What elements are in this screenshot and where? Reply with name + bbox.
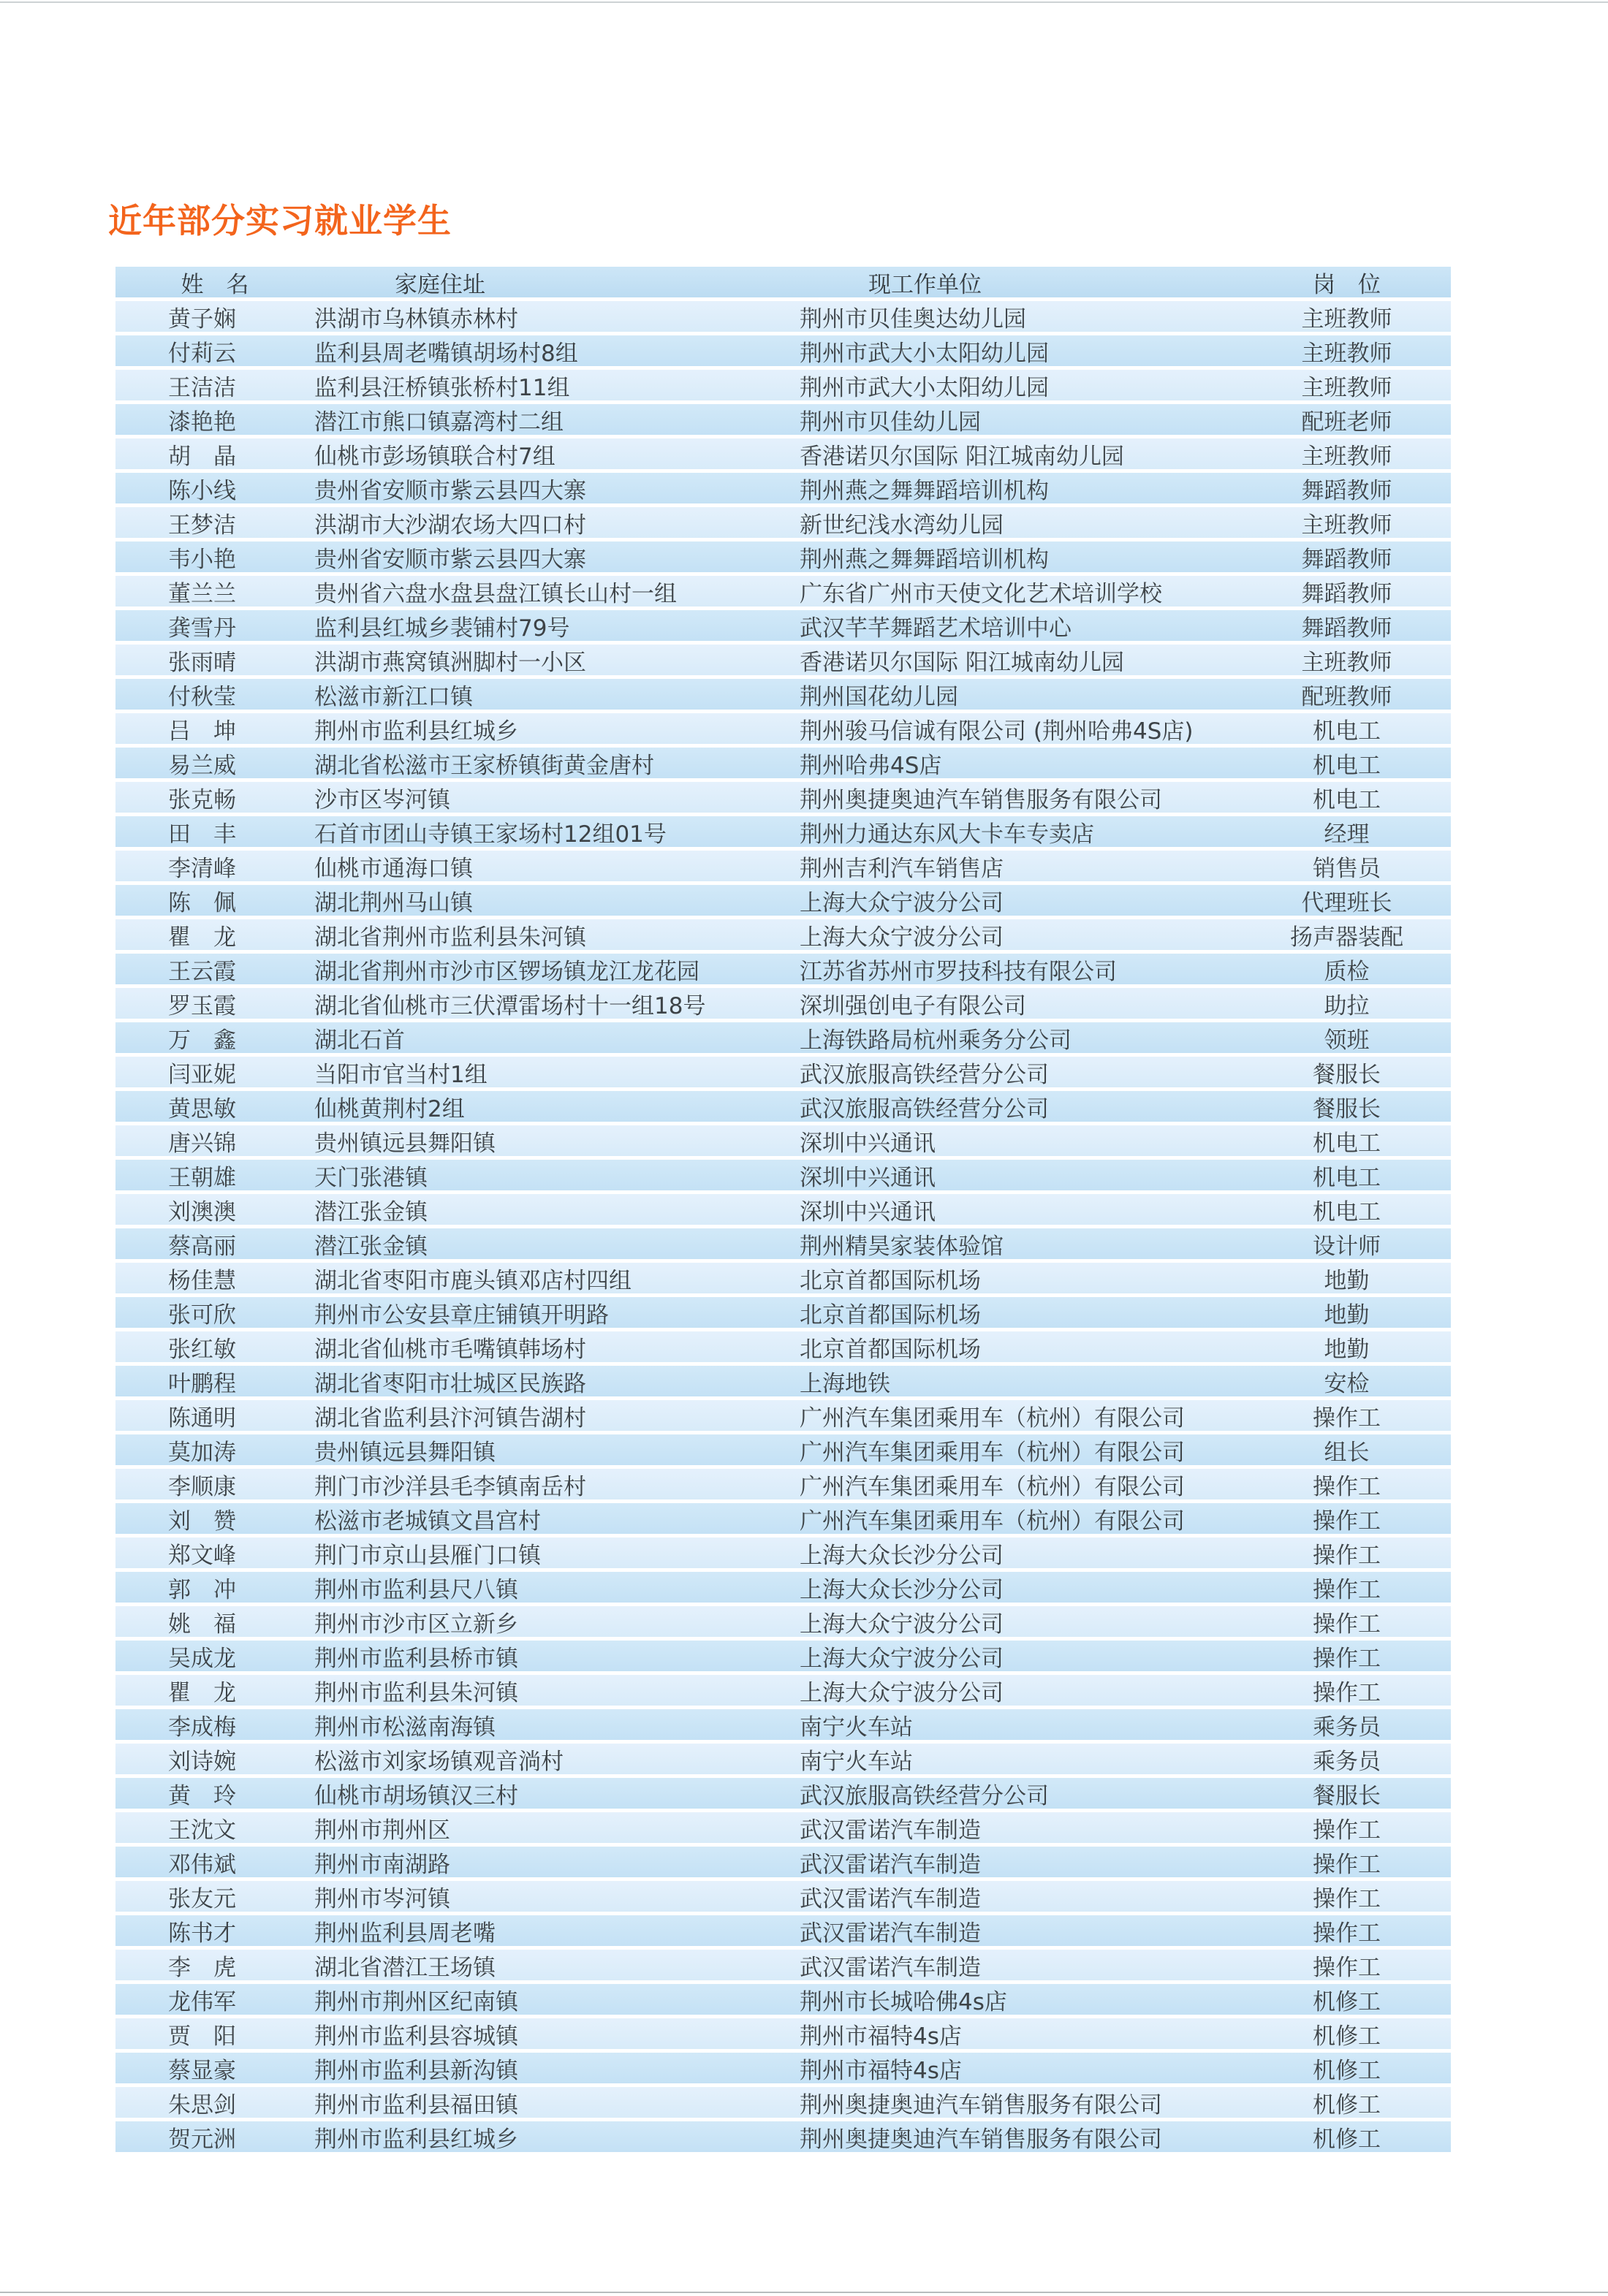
home-address-cell: 湖北荆州马山镇 bbox=[314, 889, 473, 916]
table-row bbox=[115, 679, 1451, 710]
position-cell: 扬声器装配 bbox=[1290, 924, 1403, 951]
position-cell: 组长 bbox=[1324, 1439, 1370, 1466]
position-cell: 机电工 bbox=[1313, 752, 1381, 779]
table-row bbox=[115, 1160, 1451, 1190]
table-row bbox=[115, 2087, 1451, 2118]
position-cell: 主班教师 bbox=[1301, 443, 1392, 470]
home-address-cell: 荆州市荆州区纪南镇 bbox=[314, 1988, 518, 2015]
current-employer-cell: 江苏省苏州市罗技科技有限公司 bbox=[800, 958, 1117, 985]
current-employer-cell: 南宁火车站 bbox=[800, 1748, 913, 1775]
home-address-cell: 湖北省仙桃市毛嘴镇韩场村 bbox=[314, 1336, 586, 1363]
position-cell: 主班教师 bbox=[1301, 649, 1392, 676]
home-address-cell: 仙桃市彭场镇联合村7组 bbox=[314, 443, 555, 470]
student-name-cell: 蔡显豪 bbox=[168, 2057, 236, 2084]
table-row bbox=[115, 1847, 1451, 1877]
position-cell: 机修工 bbox=[1313, 2057, 1381, 2084]
position-cell: 餐服长 bbox=[1313, 1095, 1381, 1122]
table-row bbox=[115, 1950, 1451, 1980]
home-address-cell: 监利县汪桥镇张桥村11组 bbox=[314, 374, 570, 401]
student-name-cell: 王梦洁 bbox=[168, 512, 236, 539]
position-cell: 销售员 bbox=[1313, 855, 1381, 882]
table-row bbox=[115, 1091, 1451, 1122]
position-cell: 机电工 bbox=[1313, 1164, 1381, 1191]
position-cell: 餐服长 bbox=[1313, 1061, 1381, 1088]
current-employer-cell: 荆州市贝佳幼儿园 bbox=[800, 408, 981, 436]
table-row bbox=[115, 610, 1451, 641]
position-cell: 配班教师 bbox=[1301, 683, 1392, 710]
current-employer-cell: 广州汽车集团乘用车（杭州）有限公司 bbox=[800, 1508, 1185, 1535]
current-employer-cell: 武汉旅服高铁经营分公司 bbox=[800, 1782, 1049, 1809]
table-row bbox=[115, 507, 1451, 538]
page-top-edge-line bbox=[0, 1, 1608, 3]
current-employer-cell: 武汉旅服高铁经营分公司 bbox=[800, 1095, 1049, 1122]
position-cell: 设计师 bbox=[1313, 1233, 1381, 1260]
position-cell: 机修工 bbox=[1313, 2126, 1381, 2153]
home-address-cell: 贵州省安顺市紫云县四大寨 bbox=[314, 546, 586, 573]
student-name-cell: 黄子娴 bbox=[168, 305, 236, 332]
position-cell: 地勤 bbox=[1324, 1267, 1370, 1294]
home-address-cell: 荆州市岑河镇 bbox=[314, 1885, 450, 1912]
current-employer-cell: 上海地铁 bbox=[800, 1370, 890, 1397]
current-employer-cell: 上海大众宁波分公司 bbox=[800, 1645, 1004, 1672]
position-cell: 操作工 bbox=[1313, 1404, 1381, 1432]
current-employer-cell: 武汉旅服高铁经营分公司 bbox=[800, 1061, 1049, 1088]
position-cell: 操作工 bbox=[1313, 1817, 1381, 1844]
home-address-cell: 湖北省仙桃市三伏潭雷场村十一组18号 bbox=[314, 992, 706, 1019]
table-row bbox=[115, 1881, 1451, 1912]
table-row bbox=[115, 1915, 1451, 1946]
home-address-cell: 荆州市荆州区 bbox=[314, 1817, 450, 1844]
current-employer-cell: 荆州力通达东风大卡车专卖店 bbox=[800, 821, 1094, 848]
home-address-cell: 荆州市公安县章庄铺镇开明路 bbox=[314, 1301, 609, 1328]
home-address-cell: 贵州镇远县舞阳镇 bbox=[314, 1439, 496, 1466]
student-name-cell: 吕 坤 bbox=[168, 718, 236, 745]
current-employer-cell: 荆州奥捷奥迪汽车销售服务有限公司 bbox=[800, 786, 1162, 813]
current-employer-cell: 武汉雷诺汽车制造 bbox=[800, 1817, 981, 1844]
student-name-cell: 王洁洁 bbox=[168, 374, 236, 401]
table-row bbox=[115, 1709, 1451, 1740]
student-name-cell: 王沈文 bbox=[168, 1817, 236, 1844]
home-address-cell: 荆门市京山县雁门口镇 bbox=[314, 1542, 541, 1569]
current-employer-cell: 上海铁路局杭州乘务分公司 bbox=[800, 1027, 1072, 1054]
student-name-cell: 黄 玲 bbox=[168, 1782, 236, 1809]
current-employer-cell: 广东省广州市天使文化艺术培训学校 bbox=[800, 580, 1162, 607]
student-name-cell: 陈书才 bbox=[168, 1920, 236, 1947]
current-employer-cell: 深圳强创电子有限公司 bbox=[800, 992, 1026, 1019]
home-address-cell: 湖北石首 bbox=[314, 1027, 405, 1054]
home-address-cell: 荆州市监利县容城镇 bbox=[314, 2023, 518, 2050]
home-address-cell: 荆州市监利县红城乡 bbox=[314, 2126, 518, 2153]
table-row bbox=[115, 1125, 1451, 1156]
table-row bbox=[115, 1194, 1451, 1225]
student-name-cell: 李 虎 bbox=[168, 1954, 236, 1981]
position-cell: 助拉 bbox=[1324, 992, 1370, 1019]
home-address-cell: 天门张港镇 bbox=[314, 1164, 428, 1191]
student-name-cell: 黄思敏 bbox=[168, 1095, 236, 1122]
student-name-cell: 田 丰 bbox=[168, 821, 236, 848]
position-cell: 机电工 bbox=[1313, 1198, 1381, 1225]
student-name-cell: 叶鹏程 bbox=[168, 1370, 236, 1397]
student-name-cell: 蔡高丽 bbox=[168, 1233, 236, 1260]
student-name-cell: 王云霞 bbox=[168, 958, 236, 985]
current-employer-cell: 荆州燕之舞舞蹈培训机构 bbox=[800, 546, 1049, 573]
table-row bbox=[115, 919, 1451, 950]
table-row bbox=[115, 438, 1451, 469]
home-address-cell: 仙桃市通海口镇 bbox=[314, 855, 473, 882]
current-employer-cell: 上海大众宁波分公司 bbox=[800, 889, 1004, 916]
student-name-cell: 王朝雄 bbox=[168, 1164, 236, 1191]
student-name-cell: 张克畅 bbox=[168, 786, 236, 813]
student-name-cell: 莫加涛 bbox=[168, 1439, 236, 1466]
position-cell: 操作工 bbox=[1313, 1611, 1381, 1638]
table-row bbox=[115, 1469, 1451, 1499]
table-row bbox=[115, 473, 1451, 503]
table-row bbox=[115, 541, 1451, 572]
position-cell: 乘务员 bbox=[1313, 1748, 1381, 1775]
home-address-cell: 仙桃市胡场镇汉三村 bbox=[314, 1782, 518, 1809]
table-row bbox=[115, 1366, 1451, 1396]
position-cell: 操作工 bbox=[1313, 1885, 1381, 1912]
current-employer-cell: 香港诺贝尔国际 阳江城南幼儿园 bbox=[800, 649, 1124, 676]
student-name-cell: 李成梅 bbox=[168, 1714, 236, 1741]
position-cell: 餐服长 bbox=[1313, 1782, 1381, 1809]
position-cell: 机电工 bbox=[1313, 718, 1381, 745]
current-employer-cell: 香港诺贝尔国际 阳江城南幼儿园 bbox=[800, 443, 1124, 470]
current-employer-cell: 荆州骏马信诚有限公司 (荆州哈弗4S店) bbox=[800, 718, 1194, 745]
table-row bbox=[115, 404, 1451, 435]
student-name-cell: 张友元 bbox=[168, 1885, 236, 1912]
table-row bbox=[115, 782, 1451, 813]
table-row bbox=[115, 2121, 1451, 2152]
home-address-cell: 湖北省枣阳市鹿头镇邓店村四组 bbox=[314, 1267, 632, 1294]
home-address-cell: 当阳市官当村1组 bbox=[314, 1061, 488, 1088]
table-row bbox=[115, 885, 1451, 916]
home-address-cell: 松滋市新江口镇 bbox=[314, 683, 473, 710]
home-address-cell: 松滋市老城镇文昌宫村 bbox=[314, 1508, 541, 1535]
student-name-cell: 李顺康 bbox=[168, 1473, 236, 1500]
home-address-cell: 荆州市南湖路 bbox=[314, 1851, 450, 1878]
current-employer-cell: 深圳中兴通讯 bbox=[800, 1130, 936, 1157]
student-name-cell: 韦小艳 bbox=[168, 546, 236, 573]
current-employer-cell: 荆州国花幼儿园 bbox=[800, 683, 958, 710]
student-name-cell: 刘 赞 bbox=[168, 1508, 236, 1535]
home-address-cell: 荆州监利县周老嘴 bbox=[314, 1920, 496, 1947]
student-name-cell: 陈小线 bbox=[168, 477, 236, 504]
position-cell: 操作工 bbox=[1313, 1954, 1381, 1981]
home-address-cell: 荆州市监利县尺八镇 bbox=[314, 1576, 518, 1603]
current-employer-cell: 南宁火车站 bbox=[800, 1714, 913, 1741]
position-cell: 机修工 bbox=[1313, 1988, 1381, 2015]
position-cell: 乘务员 bbox=[1313, 1714, 1381, 1741]
home-address-cell: 荆州市沙市区立新乡 bbox=[314, 1611, 518, 1638]
current-employer-cell: 广州汽车集团乘用车（杭州）有限公司 bbox=[800, 1404, 1185, 1432]
header-position: 岗 位 bbox=[1313, 271, 1381, 298]
home-address-cell: 荆州市松滋南海镇 bbox=[314, 1714, 496, 1741]
table-row bbox=[115, 1297, 1451, 1328]
current-employer-cell: 广州汽车集团乘用车（杭州）有限公司 bbox=[800, 1473, 1185, 1500]
table-row bbox=[115, 1675, 1451, 1706]
position-cell: 操作工 bbox=[1313, 1851, 1381, 1878]
student-name-cell: 姚 福 bbox=[168, 1611, 236, 1638]
header-name: 姓 名 bbox=[181, 271, 249, 298]
student-name-cell: 龚雪丹 bbox=[168, 615, 236, 642]
position-cell: 舞蹈教师 bbox=[1301, 477, 1392, 504]
table-row bbox=[115, 335, 1451, 366]
current-employer-cell: 新世纪浅水湾幼儿园 bbox=[800, 512, 1004, 539]
table-header-row bbox=[115, 267, 1451, 297]
table-row bbox=[115, 816, 1451, 847]
student-name-cell: 陈通明 bbox=[168, 1404, 236, 1432]
student-name-cell: 瞿 龙 bbox=[168, 924, 236, 951]
current-employer-cell: 荆州奥捷奥迪汽车销售服务有限公司 bbox=[800, 2126, 1162, 2153]
position-cell: 操作工 bbox=[1313, 1576, 1381, 1603]
student-name-cell: 张雨晴 bbox=[168, 649, 236, 676]
position-cell: 操作工 bbox=[1313, 1508, 1381, 1535]
table-row bbox=[115, 1537, 1451, 1568]
table-body bbox=[115, 301, 1451, 2152]
home-address-cell: 荆州市监利县桥市镇 bbox=[314, 1645, 518, 1672]
student-name-cell: 吴成龙 bbox=[168, 1645, 236, 1672]
student-name-cell: 罗玉霞 bbox=[168, 992, 236, 1019]
position-cell: 操作工 bbox=[1313, 1645, 1381, 1672]
table-row bbox=[115, 1572, 1451, 1603]
position-cell: 舞蹈教师 bbox=[1301, 615, 1392, 642]
table-row bbox=[115, 748, 1451, 778]
home-address-cell: 湖北省监利县汴河镇告湖村 bbox=[314, 1404, 586, 1432]
current-employer-cell: 荆州燕之舞舞蹈培训机构 bbox=[800, 477, 1049, 504]
current-employer-cell: 深圳中兴通讯 bbox=[800, 1198, 936, 1225]
home-address-cell: 荆门市沙洋县毛李镇南岳村 bbox=[314, 1473, 586, 1500]
student-name-cell: 邓伟斌 bbox=[168, 1851, 236, 1878]
home-address-cell: 潜江张金镇 bbox=[314, 1233, 428, 1260]
student-name-cell: 张可欣 bbox=[168, 1301, 236, 1328]
position-cell: 代理班长 bbox=[1301, 889, 1392, 916]
table-row bbox=[115, 1984, 1451, 2015]
student-name-cell: 万 鑫 bbox=[168, 1027, 236, 1054]
position-cell: 机电工 bbox=[1313, 1130, 1381, 1157]
student-name-cell: 易兰威 bbox=[168, 752, 236, 779]
position-cell: 地勤 bbox=[1324, 1336, 1370, 1363]
student-name-cell: 郭 冲 bbox=[168, 1576, 236, 1603]
home-address-cell: 仙桃黄荆村2组 bbox=[314, 1095, 465, 1122]
home-address-cell: 荆州市监利县朱河镇 bbox=[314, 1679, 518, 1706]
student-name-cell: 刘澳澳 bbox=[168, 1198, 236, 1225]
student-name-cell: 杨佳慧 bbox=[168, 1267, 236, 1294]
table-row bbox=[115, 301, 1451, 332]
home-address-cell: 荆州市监利县红城乡 bbox=[314, 718, 518, 745]
student-name-cell: 漆艳艳 bbox=[168, 408, 236, 436]
position-cell: 机修工 bbox=[1313, 2091, 1381, 2118]
position-cell: 舞蹈教师 bbox=[1301, 580, 1392, 607]
student-name-cell: 闫亚妮 bbox=[168, 1061, 236, 1088]
position-cell: 机电工 bbox=[1313, 786, 1381, 813]
position-cell: 机修工 bbox=[1313, 2023, 1381, 2050]
table-row bbox=[115, 2053, 1451, 2083]
home-address-cell: 监利县红城乡裴铺村79号 bbox=[314, 615, 570, 642]
student-name-cell: 张红敏 bbox=[168, 1336, 236, 1363]
current-employer-cell: 上海大众长沙分公司 bbox=[800, 1542, 1004, 1569]
position-cell: 安检 bbox=[1324, 1370, 1370, 1397]
current-employer-cell: 荆州市贝佳奥达幼儿园 bbox=[800, 305, 1026, 332]
current-employer-cell: 荆州精昊家装体验馆 bbox=[800, 1233, 1004, 1260]
current-employer-cell: 武汉雷诺汽车制造 bbox=[800, 1851, 981, 1878]
position-cell: 操作工 bbox=[1313, 1542, 1381, 1569]
current-employer-cell: 荆州市武大小太阳幼儿园 bbox=[800, 340, 1049, 367]
home-address-cell: 石首市团山寺镇王家场村12组01号 bbox=[314, 821, 667, 848]
home-address-cell: 贵州省安顺市紫云县四大寨 bbox=[314, 477, 586, 504]
position-cell: 地勤 bbox=[1324, 1301, 1370, 1328]
position-cell: 操作工 bbox=[1313, 1679, 1381, 1706]
home-address-cell: 湖北省荆州市沙市区锣场镇龙江龙花园 bbox=[314, 958, 699, 985]
position-cell: 经理 bbox=[1324, 821, 1370, 848]
home-address-cell: 洪湖市大沙湖农场大四口村 bbox=[314, 512, 586, 539]
current-employer-cell: 北京首都国际机场 bbox=[800, 1336, 981, 1363]
current-employer-cell: 荆州哈弗4S店 bbox=[800, 752, 942, 779]
current-employer-cell: 上海大众宁波分公司 bbox=[800, 924, 1004, 951]
table-row bbox=[115, 1057, 1451, 1087]
current-employer-cell: 武汉雷诺汽车制造 bbox=[800, 1885, 981, 1912]
page-title: 近年部分实习就业学生 bbox=[108, 200, 452, 240]
page-bottom-edge-line bbox=[0, 2292, 1608, 2293]
student-name-cell: 胡 晶 bbox=[168, 443, 236, 470]
position-cell: 配班老师 bbox=[1301, 408, 1392, 436]
home-address-cell: 荆州市监利县福田镇 bbox=[314, 2091, 518, 2118]
table-row bbox=[115, 645, 1451, 675]
home-address-cell: 湖北省荆州市监利县朱河镇 bbox=[314, 924, 586, 951]
current-employer-cell: 荆州市福特4s店 bbox=[800, 2023, 962, 2050]
home-address-cell: 湖北省松滋市王家桥镇街黄金唐村 bbox=[314, 752, 654, 779]
home-address-cell: 洪湖市乌林镇赤林村 bbox=[314, 305, 518, 332]
home-address-cell: 湖北省潜江王场镇 bbox=[314, 1954, 496, 1981]
home-address-cell: 湖北省枣阳市壮城区民族路 bbox=[314, 1370, 586, 1397]
table-row bbox=[115, 713, 1451, 744]
current-employer-cell: 上海大众长沙分公司 bbox=[800, 1576, 1004, 1603]
position-cell: 质检 bbox=[1324, 958, 1370, 985]
student-name-cell: 刘诗婉 bbox=[168, 1748, 236, 1775]
current-employer-cell: 北京首都国际机场 bbox=[800, 1267, 981, 1294]
current-employer-cell: 武汉雷诺汽车制造 bbox=[800, 1954, 981, 1981]
home-address-cell: 贵州镇远县舞阳镇 bbox=[314, 1130, 496, 1157]
table-row bbox=[115, 2018, 1451, 2049]
current-employer-cell: 荆州市武大小太阳幼儿园 bbox=[800, 374, 1049, 401]
table-row bbox=[115, 1641, 1451, 1671]
current-employer-cell: 武汉芊芊舞蹈艺术培训中心 bbox=[800, 615, 1072, 642]
table-row bbox=[115, 988, 1451, 1019]
home-address-cell: 沙市区岑河镇 bbox=[314, 786, 450, 813]
position-cell: 领班 bbox=[1324, 1027, 1370, 1054]
student-name-cell: 贾 阳 bbox=[168, 2023, 236, 2050]
table-row bbox=[115, 1331, 1451, 1362]
current-employer-cell: 北京首都国际机场 bbox=[800, 1301, 981, 1328]
home-address-cell: 贵州省六盘水盘县盘江镇长山村一组 bbox=[314, 580, 677, 607]
student-name-cell: 贺元洲 bbox=[168, 2126, 236, 2153]
current-employer-cell: 荆州吉利汽车销售店 bbox=[800, 855, 1004, 882]
header-home-address: 家庭住址 bbox=[395, 271, 485, 298]
table-row bbox=[115, 1778, 1451, 1809]
student-name-cell: 董兰兰 bbox=[168, 580, 236, 607]
student-name-cell: 李清峰 bbox=[168, 855, 236, 882]
table-row bbox=[115, 1812, 1451, 1843]
student-name-cell: 龙伟军 bbox=[168, 1988, 236, 2015]
header-current-employer: 现工作单位 bbox=[868, 271, 982, 298]
student-placement-table bbox=[115, 267, 1451, 2156]
position-cell: 舞蹈教师 bbox=[1301, 546, 1392, 573]
table-row bbox=[115, 576, 1451, 607]
position-cell: 主班教师 bbox=[1301, 305, 1392, 332]
table-row bbox=[115, 1606, 1451, 1637]
current-employer-cell: 荆州奥捷奥迪汽车销售服务有限公司 bbox=[800, 2091, 1162, 2118]
table-row bbox=[115, 1744, 1451, 1774]
position-cell: 操作工 bbox=[1313, 1473, 1381, 1500]
home-address-cell: 松滋市刘家场镇观音淌村 bbox=[314, 1748, 564, 1775]
current-employer-cell: 广州汽车集团乘用车（杭州）有限公司 bbox=[800, 1439, 1185, 1466]
home-address-cell: 荆州市监利县新沟镇 bbox=[314, 2057, 518, 2084]
home-address-cell: 洪湖市燕窝镇洲脚村一小区 bbox=[314, 649, 586, 676]
table-row bbox=[115, 1022, 1451, 1053]
student-name-cell: 付秋莹 bbox=[168, 683, 236, 710]
student-name-cell: 付莉云 bbox=[168, 340, 236, 367]
position-cell: 操作工 bbox=[1313, 1920, 1381, 1947]
table-row bbox=[115, 1228, 1451, 1259]
student-name-cell: 唐兴锦 bbox=[168, 1130, 236, 1157]
student-name-cell: 朱思剑 bbox=[168, 2091, 236, 2118]
table-row bbox=[115, 851, 1451, 881]
student-name-cell: 陈 佩 bbox=[168, 889, 236, 916]
table-row bbox=[115, 954, 1451, 984]
table-row bbox=[115, 1400, 1451, 1431]
position-cell: 主班教师 bbox=[1301, 340, 1392, 367]
student-name-cell: 瞿 龙 bbox=[168, 1679, 236, 1706]
home-address-cell: 潜江市熊口镇嘉湾村二组 bbox=[314, 408, 564, 436]
student-name-cell: 郑文峰 bbox=[168, 1542, 236, 1569]
current-employer-cell: 荆州市福特4s店 bbox=[800, 2057, 962, 2084]
table-row bbox=[115, 1503, 1451, 1534]
position-cell: 主班教师 bbox=[1301, 374, 1392, 401]
position-cell: 主班教师 bbox=[1301, 512, 1392, 539]
table-row bbox=[115, 1434, 1451, 1465]
home-address-cell: 监利县周老嘴镇胡场村8组 bbox=[314, 340, 578, 367]
current-employer-cell: 荆州市长城哈佛4s店 bbox=[800, 1988, 1007, 2015]
table-row bbox=[115, 370, 1451, 400]
home-address-cell: 潜江张金镇 bbox=[314, 1198, 428, 1225]
current-employer-cell: 上海大众宁波分公司 bbox=[800, 1679, 1004, 1706]
current-employer-cell: 深圳中兴通讯 bbox=[800, 1164, 936, 1191]
current-employer-cell: 武汉雷诺汽车制造 bbox=[800, 1920, 981, 1947]
table-row bbox=[115, 1263, 1451, 1293]
current-employer-cell: 上海大众宁波分公司 bbox=[800, 1611, 1004, 1638]
